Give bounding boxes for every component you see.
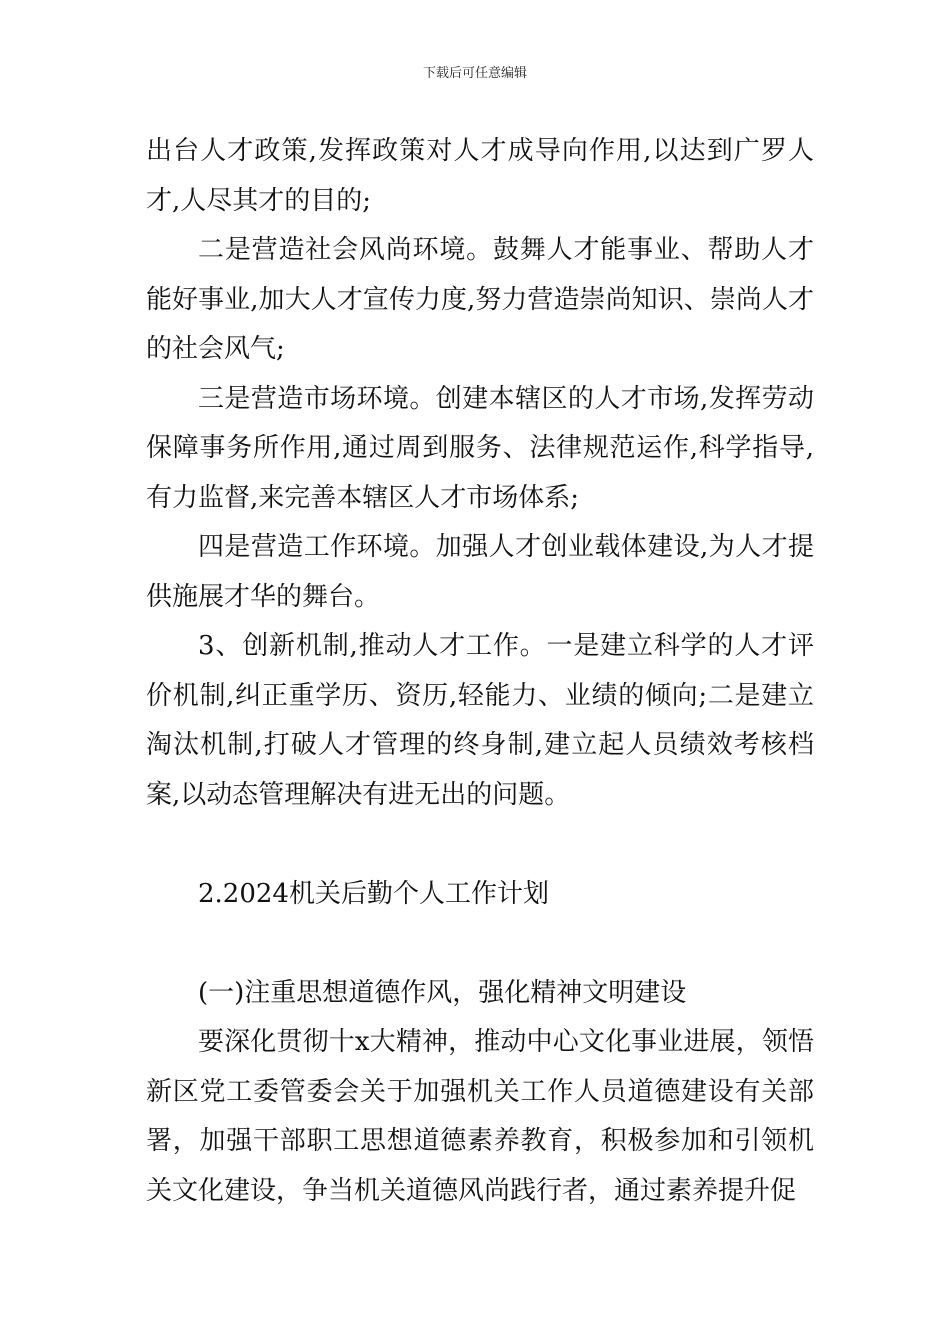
- paragraph-talent-policy: 出台人才政策,发挥政策对人才成导向作用,以达到广罗人才,人尽其才的目的;: [146, 136, 814, 216]
- section-title: 2.2024机关后勤个人工作计划: [198, 878, 549, 909]
- paragraph-innovation-mechanism: 3、创新机制,推动人才工作。一是建立科学的人才评价机制,纠正重学历、资历,轻能力、业绩的倾向;二是建立淘汰机制,打破人才管理的终身制,建立起人员绩效考核档案,以动态管理解决有进无出的问题。: [146, 631, 814, 810]
- paragraph-market-environment: 三是营造市场环境。创建本辖区的人才市场,发挥劳动保障事务所作用,通过周到服务、法律规范运作,科学指导,有力监督,来完善本辖区人才市场体系;: [146, 383, 814, 513]
- spacer: [146, 820, 814, 870]
- document-body: [146, 127, 814, 1216]
- paragraph-moral-construction: 要深化贯彻十x大精神，推动中心文化事业进展，领悟新区党工委管委会关于加强机关工作人员道德建设有关部署，加强干部职工思想道德素养教育，积极参加和引领机关文化建设，争当机关道德风尚践行者，通过素养提升促: [146, 1027, 814, 1206]
- subsection-title: (一)注重思想道德作风，强化精神文明建设: [198, 977, 687, 1008]
- paragraph-social-environment: 二是营造社会风尚环境。鼓舞人才能事业、帮助人才能好事业,加大人才宣传力度,努力营造崇尚知识、崇尚人才的社会风气;: [146, 235, 814, 364]
- paragraph-work-environment: 四是营造工作环境。加强人才创业载体建设,为人才提供施展才华的舞台。: [146, 532, 814, 612]
- page-header: 下载后可任意编辑: [422, 66, 527, 81]
- spacer: [146, 919, 814, 969]
